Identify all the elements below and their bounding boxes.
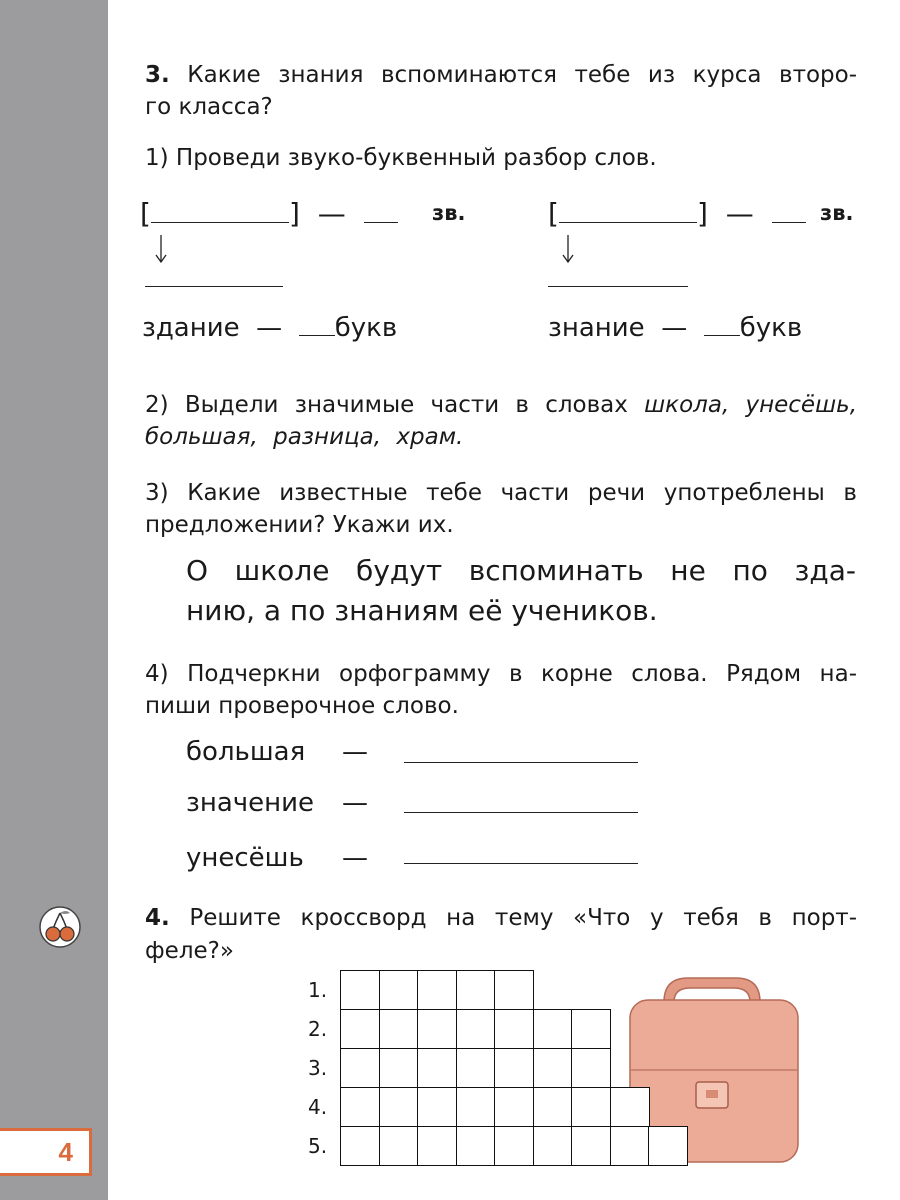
letters-blank-left[interactable] <box>145 286 283 287</box>
word-znanie: знание <box>548 313 645 343</box>
bracket-close-left: ] <box>288 197 300 230</box>
page-number-box <box>0 1128 92 1176</box>
task3-sub1: 1) Проведи звуко-буквенный разбор слов. <box>145 145 657 171</box>
check-word-3 <box>186 843 304 874</box>
crossword-cell[interactable] <box>340 1126 380 1166</box>
task3-sub2-line1 <box>145 390 857 421</box>
crossword-cell[interactable] <box>340 970 380 1010</box>
page-number: 4 <box>58 1137 73 1167</box>
letters-label-left: букв <box>334 313 398 343</box>
task3-sub4-line1: 4) Подчеркни орфограмму в корне слова. Рядом на- <box>145 661 857 687</box>
word-zdanie: здание <box>142 313 240 343</box>
check-word: значение <box>186 788 315 818</box>
check-word: унесёшь <box>186 843 304 873</box>
dash: — <box>342 843 368 873</box>
crossword-cell[interactable] <box>571 1048 611 1088</box>
task3-sub2-line2: большая, разница, храм. <box>145 424 464 450</box>
crossword-cell[interactable] <box>340 1009 380 1049</box>
letter-count-blank-left[interactable] <box>299 335 335 336</box>
sub2-prefix: 2) Выдели значимые части в словах <box>145 392 628 418</box>
sound-count-blank-left[interactable] <box>364 222 398 223</box>
dash: — <box>342 737 368 767</box>
crossword-cell[interactable] <box>494 1087 534 1127</box>
crossword-row <box>340 1087 648 1128</box>
crossword-cell[interactable] <box>648 1126 688 1166</box>
crossword-cell[interactable] <box>571 1087 611 1127</box>
dash: — <box>661 313 688 343</box>
crossword-cell[interactable] <box>456 970 496 1010</box>
sub2-words1: школа, унесёшь, <box>644 392 857 418</box>
crossword-row-label: 2. <box>308 1017 328 1041</box>
task4-line2: феле?» <box>145 938 234 964</box>
cherry-icon <box>38 905 82 949</box>
letters-blank-right[interactable] <box>548 286 688 287</box>
crossword-cell[interactable] <box>533 1087 573 1127</box>
bracket-open-left: [ <box>140 197 151 230</box>
transcription-blank-left[interactable] <box>151 222 289 223</box>
task3-line2: го класса? <box>145 94 273 120</box>
check-word-1 <box>186 737 305 768</box>
crossword-cell[interactable] <box>494 1048 534 1088</box>
letters-label-right: букв <box>739 313 803 343</box>
sentence-line2: нию, а по знаниям её учеников. <box>186 594 658 627</box>
crossword-row <box>340 1126 687 1167</box>
crossword-cell[interactable] <box>494 970 534 1010</box>
crossword-cell[interactable] <box>417 1048 457 1088</box>
sound-label-right: зв. <box>820 201 854 225</box>
dash: — <box>342 788 368 818</box>
word-zdanie-row <box>142 313 397 344</box>
task3-text1: Какие знания вспоминаются тебе из курса второ- <box>187 62 858 88</box>
task4-number: 4. <box>145 905 170 931</box>
crossword-row-label: 3. <box>308 1056 328 1080</box>
crossword-cell[interactable] <box>379 1126 419 1166</box>
bracket-close-right: ] <box>696 197 708 230</box>
task3-sub4-line2: пиши проверочное слово. <box>145 693 459 719</box>
crossword-cell[interactable] <box>417 1126 457 1166</box>
task3-number: 3. <box>145 62 170 88</box>
crossword-cell[interactable] <box>571 1126 611 1166</box>
crossword-row <box>340 970 533 1011</box>
crossword-cell[interactable] <box>379 1048 419 1088</box>
transcription-blank-right[interactable] <box>559 222 697 223</box>
crossword-cell[interactable] <box>417 1009 457 1049</box>
crossword-cell[interactable] <box>610 1087 650 1127</box>
crossword-row-label: 5. <box>308 1134 328 1158</box>
crossword-cell[interactable] <box>610 1126 650 1166</box>
task3-line1 <box>145 60 857 91</box>
crossword-row-label: 1. <box>308 978 328 1002</box>
down-arrow-icon <box>562 235 574 263</box>
check-word: большая <box>186 737 306 767</box>
task3-sub3-line2: предложении? Укажи их. <box>145 512 454 538</box>
sound-label-left: зв. <box>432 201 466 225</box>
transcription-left <box>140 196 398 232</box>
check-word-2 <box>186 788 314 819</box>
dash: — <box>725 197 754 230</box>
page-margin-strip <box>0 0 108 1200</box>
word-znanie-row <box>548 313 802 344</box>
down-arrow-icon <box>155 235 167 263</box>
task4-text1: Решите кроссворд на тему «Что у тебя в порт- <box>189 905 857 931</box>
crossword-cell[interactable] <box>379 970 419 1010</box>
answer-line-3[interactable] <box>404 863 638 864</box>
crossword-cell[interactable] <box>533 1126 573 1166</box>
transcription-right <box>548 196 806 232</box>
crossword-cell[interactable] <box>456 1009 496 1049</box>
crossword-cell[interactable] <box>379 1087 419 1127</box>
bracket-open-right: [ <box>548 197 559 230</box>
crossword-row <box>340 1009 610 1050</box>
crossword-row-label: 4. <box>308 1095 328 1119</box>
crossword-row <box>340 1048 610 1089</box>
letter-count-blank-right[interactable] <box>704 335 740 336</box>
crossword-cell[interactable] <box>456 1048 496 1088</box>
crossword-cell[interactable] <box>456 1087 496 1127</box>
task4-line1 <box>145 903 857 934</box>
crossword-cell[interactable] <box>533 1048 573 1088</box>
crossword-cell[interactable] <box>417 970 457 1010</box>
dash: — <box>317 197 346 230</box>
crossword-cell[interactable] <box>379 1009 419 1049</box>
dash: — <box>256 313 283 343</box>
crossword-cell[interactable] <box>494 1126 534 1166</box>
answer-line-1[interactable] <box>404 762 638 763</box>
crossword-cell[interactable] <box>340 1087 380 1127</box>
crossword-cell[interactable] <box>571 1009 611 1049</box>
crossword-cell[interactable] <box>456 1126 496 1166</box>
sentence-line1: О школе будут вспоминать не по зда- <box>186 554 856 587</box>
crossword-cell[interactable] <box>340 1048 380 1088</box>
sound-count-blank-right[interactable] <box>772 222 806 223</box>
crossword-cell[interactable] <box>533 1009 573 1049</box>
answer-line-2[interactable] <box>404 812 638 813</box>
task3-sub3-line1: 3) Какие известные тебе части речи употреблены в <box>145 480 857 506</box>
crossword-cell[interactable] <box>417 1087 457 1127</box>
crossword-cell[interactable] <box>494 1009 534 1049</box>
